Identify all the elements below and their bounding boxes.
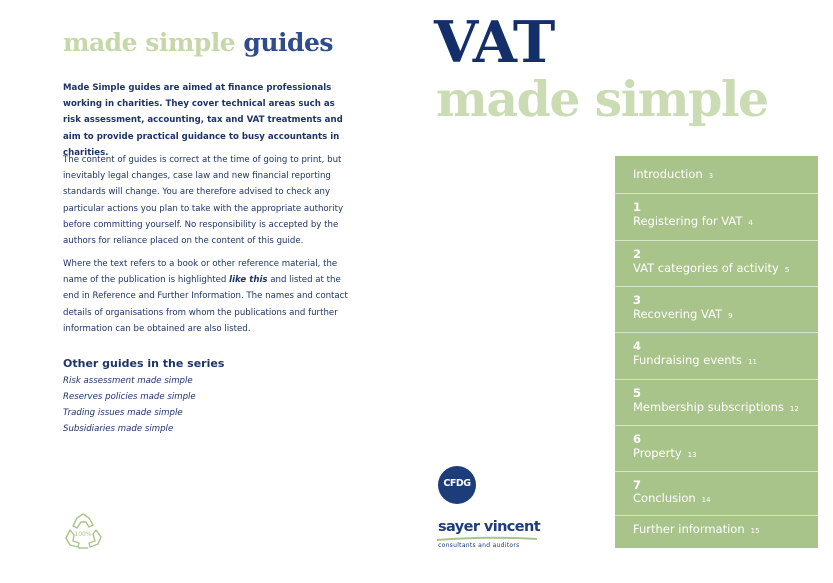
- other-guides-section: [63, 356, 353, 437]
- list-item: Risk assessment made simple: [63, 376, 193, 386]
- page-number: 15: [750, 527, 760, 535]
- cfdg-logo: CFDG: [438, 466, 476, 504]
- sayer-vincent-tagline: consultants and auditors: [438, 542, 520, 549]
- sayer-vincent-logo: sayer vincent: [438, 519, 541, 535]
- page-number: 4: [748, 219, 753, 227]
- intro-paragraph: Made Simple guides are aimed at finance professionals working in charities. They cover technical areas such as risk assessment, accounting, tax and VAT treatments and aim to provide practical guidance to busy accountants in charities.: [63, 83, 343, 158]
- right-page: [410, 0, 833, 583]
- other-guides-list: [63, 373, 353, 437]
- page-number: 3: [708, 172, 714, 180]
- other-guides-heading: Other guides in the series: [63, 357, 225, 370]
- page-number: 9: [728, 312, 733, 320]
- contents-item-membership[interactable]: 5 Membership subscriptions 12: [615, 380, 818, 426]
- contents-item-recovering[interactable]: 3 Recovering VAT 9: [615, 287, 818, 333]
- list-item: Trading issues made simple: [63, 408, 183, 418]
- contents-item-fundraising[interactable]: 4 Fundraising events 11: [615, 333, 818, 380]
- list-item: Subsidiaries made simple: [63, 424, 174, 434]
- table-of-contents: [615, 156, 818, 548]
- series-title: made simple guides: [63, 28, 333, 57]
- contents-item-conclusion[interactable]: 7 Conclusion 14: [615, 472, 818, 516]
- page-number: 14: [701, 496, 711, 504]
- contents-item-further-information[interactable]: Further information 15: [633, 522, 760, 536]
- list-item: Reserves policies made simple: [63, 392, 196, 402]
- page-number: 11: [748, 358, 757, 366]
- contents-item-registering[interactable]: 1 Registering for VAT 4: [615, 194, 818, 241]
- contents-item-categories[interactable]: 2 VAT categories of activity 5: [615, 241, 818, 287]
- recycle-icon: [62, 512, 104, 552]
- page-number: 13: [687, 451, 697, 459]
- page-number: 12: [789, 405, 799, 413]
- left-page: [0, 0, 410, 583]
- contents-item-introduction[interactable]: Introduction 3: [615, 156, 818, 194]
- document-title: VAT: [434, 9, 555, 76]
- disclaimer-paragraph: The content of guides is correct at the time of going to print, but inevitably legal changes, case law and new financial reporting standards will change. You are therefore advised to check any particular actions you plan to take with the appropriate authority before committing yourself. No responsibility is accepted by the authors for reliance placed on the content of this guide.: [63, 155, 344, 247]
- page-number: 5: [784, 266, 790, 274]
- svg-text:100%: 100%: [74, 531, 92, 538]
- document-subtitle: made simple: [436, 70, 768, 128]
- highlight-example: like this: [229, 275, 268, 286]
- contents-item-property[interactable]: 6 Property 13: [615, 426, 818, 472]
- reference-paragraph: Where the text refers to a book or other reference material, the name of the publication is highlighted like this and listed at the end in Reference and Further Information. The names and contact details of organisations from whom the publications and further information can be obtained are also listed.: [63, 259, 348, 334]
